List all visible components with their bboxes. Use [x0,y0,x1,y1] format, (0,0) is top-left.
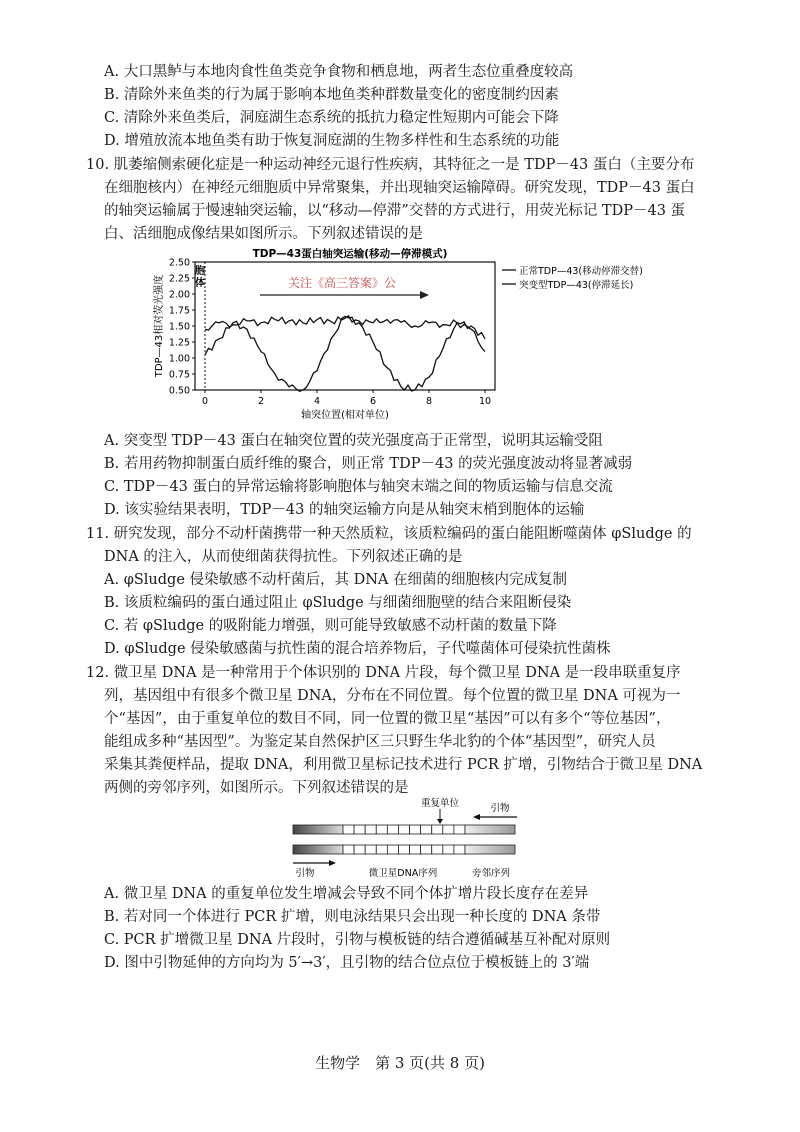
q11-option-c: C. 若 φSludge 的吸附能力增强，则可能导致敏感不动杆菌的数量下降 [104,618,557,634]
repeat-unit-box [410,825,421,834]
chart-title: TDP—43蛋白轴突运输(移动—停滞模式) [252,248,448,260]
q10-option-c: C. TDP－43 蛋白的异常运输将影响胞体与轴突末端之间的物质运输与信息交流 [104,479,613,495]
arrow-label: 关注《高三答案》公 [287,276,397,290]
x-tick-label: 0 [201,396,209,407]
q9-option-a: A. 大口黑鲈与本地肉食性鱼类竞争食物和栖息地，两者生态位重叠度较高 [104,64,574,80]
repeat-unit-box [365,845,376,854]
legend-label-mutant: 突变型TDP—43(停滞延长) [519,280,634,291]
repeat-unit-box [376,825,387,834]
y-tick-label: 1.50 [168,321,190,333]
series-line-normal [205,316,485,391]
repeat-unit-box [354,845,365,854]
q12-stem-line-2: 列，基因组中有很多个微卫星 DNA，分布在不同位置。每个位置的微卫星 DNA 可视为一 [104,688,681,704]
y-tick-label: 1.25 [168,337,190,349]
q9-option-d: D. 增殖放流本地鱼类有助于恢复洞庭湖的生物多样性和生态系统的功能 [104,133,560,149]
repeat-unit-box [443,825,454,834]
x-tick-label: 8 [425,396,433,407]
y-axis-label: TDP—43相对荧光强度 [154,274,165,378]
repeat-unit-box [398,845,409,854]
x-tick-label: 2 [257,396,265,407]
microsatellite-diagram [285,795,535,880]
dna-strand-bottom [293,845,515,854]
repeat-unit-box [365,825,376,834]
repeat-unit-box [454,825,465,834]
q12-option-a: A. 微卫星 DNA 的重复单位发生增减会导致不同个体扩增片段长度存在差异 [104,886,589,902]
repeat-unit-box [376,845,387,854]
q9-option-b: B. 清除外来鱼类的行为属于影响本地鱼类种群数量变化的密度制约因素 [104,87,559,103]
series-line-mutant [205,316,485,339]
microsat-sequence-label: 微卫星DNA序列 [368,868,438,879]
q10-option-b: B. 若用药物抑制蛋白质纤维的聚合，则正常 TDP－43 的荧光强度波动将显著减弱 [104,456,633,472]
primer-bottom-arrowhead [329,860,336,866]
q11-option-b: B. 该质粒编码的蛋白通过阻止 φSludge 与细菌细胞壁的结合来阻断侵染 [104,595,572,611]
repeat-unit-label: 重复单位 [420,798,460,809]
soma-label: 胞体 [195,266,205,289]
repeat-unit-box [443,845,454,854]
q12-stem-line-6: 两侧的旁邻序列，如图所示。下列叙述错误的是 [104,780,409,796]
q11-option-d: D. φSludge 侵染敏感菌与抗性菌的混合培养物后，子代噬菌体可侵染抗性菌株 [104,641,611,657]
q10-stem-line-2: 在细胞核内）在神经元细胞质中异常聚集，并出现轴突运输障碍。研究发现，TDP－43 蛋白 [104,180,695,196]
q10-stem-line-4: 白、活细胞成像结果如图所示。下列叙述错误的是 [104,226,423,242]
right-flank-top [465,825,515,834]
repeat-unit-box [432,845,443,854]
repeat-unit-box [421,825,432,834]
legend-label-normal: 正常TDP—43(移动停滞交替) [519,266,643,277]
x-axis-label: 轴突位置(相对单位) [301,410,389,421]
dna-strand-top [293,825,515,834]
left-flank-top [293,825,343,834]
q10-stem-line-3: 的轴突运输属于慢速轴突运输，以“移动—停滞”交替的方式进行，用荧光标记 TDP－43 蛋 [104,203,686,219]
repeat-unit-pointer-head [437,819,443,824]
repeat-unit-box [454,845,465,854]
y-tick-label: 0.50 [168,385,190,397]
q12-stem-line-1: 12. 微卫星 DNA 是一种常用于个体识别的 DNA 片段，每个微卫星 DNA 是一段串联重复序 [86,665,681,681]
repeat-unit-box [387,845,398,854]
x-tick-label: 6 [369,396,377,407]
q12-stem-line-5: 采集其粪便样品，提取 DNA，利用微卫星标记技术进行 PCR 扩增，引物结合于微卫星 DNA [104,757,703,773]
repeat-unit-box [343,845,354,854]
q10-option-d: D. 该实验结果表明，TDP－43 的轴突运输方向是从轴突末梢到胞体的运输 [104,502,585,518]
y-tick-label: 2.50 [168,257,190,269]
q10-stem-line-1: 10. 肌萎缩侧索硬化症是一种运动神经元退行性疾病，其特征之一是 TDP－43 蛋白（主要分布 [86,157,695,173]
repeat-unit-box [410,845,421,854]
y-tick-label: 1.00 [168,353,190,365]
primer-bottom-label: 引物 [295,868,315,879]
repeat-unit-box [421,845,432,854]
right-flank-bottom [465,845,515,854]
repeat-unit-box [343,825,354,834]
q11-option-a: A. φSludge 侵染敏感不动杆菌后，其 DNA 在细菌的细胞核内完成复制 [104,572,568,588]
q12-option-b: B. 若对同一个体进行 PCR 扩增，则电泳结果只会出现一种长度的 DNA 条带 [104,909,601,925]
repeat-unit-box [432,825,443,834]
y-tick-label: 1.75 [168,305,190,317]
primer-top-label: 引物 [490,803,510,814]
page-footer: 生物学 第 3 页(共 8 页) [315,1054,485,1072]
q12-stem-line-4: 能组成多种“基因型”。为鉴定某自然保护区三只野生华北豹的个体“基因型”，研究人员 [104,734,656,750]
q10-option-a: A. 突变型 TDP－43 蛋白在轴突位置的荧光强度高于正常型，说明其运输受阻 [104,433,603,449]
q12-stem-line-3: 个“基因”，由于重复单位的数目不同，同一位置的微卫星“基因”可以有多个“等位基因”， [104,711,671,727]
q12-option-d: D. 图中引物延伸的方向均为 5′→3′，且引物的结合位点位于模板链上的 3′端 [104,955,590,971]
x-tick-label: 4 [313,396,321,407]
q9-option-c: C. 清除外来鱼类后，洞庭湖生态系统的抵抗力稳定性短期内可能会下降 [104,110,559,126]
repeat-unit-box [354,825,365,834]
q11-stem-line-1: 11. 研究发现，部分不动杆菌携带一种天然质粒，该质粒编码的蛋白能阻断噬菌体 φSludge 的 [86,526,692,542]
repeat-unit-box [387,825,398,834]
tdp43-chart [150,246,690,426]
direction-arrowhead [420,291,429,299]
primer-top-arrowhead [473,814,480,820]
q12-option-c: C. PCR 扩增微卫星 DNA 片段时，引物与模板链的结合遵循碱基互补配对原则 [104,932,611,948]
repeat-unit-box [398,825,409,834]
y-tick-label: 0.75 [168,369,190,381]
flanking-sequence-label: 旁邻序列 [471,868,511,879]
left-flank-bottom [293,845,343,854]
y-tick-label: 2.25 [168,273,190,285]
q11-stem-line-2: DNA 的注入，从而使细菌获得抗性。下列叙述正确的是 [104,549,463,565]
y-tick-label: 2.00 [168,289,190,301]
x-tick-label: 10 [478,396,492,407]
